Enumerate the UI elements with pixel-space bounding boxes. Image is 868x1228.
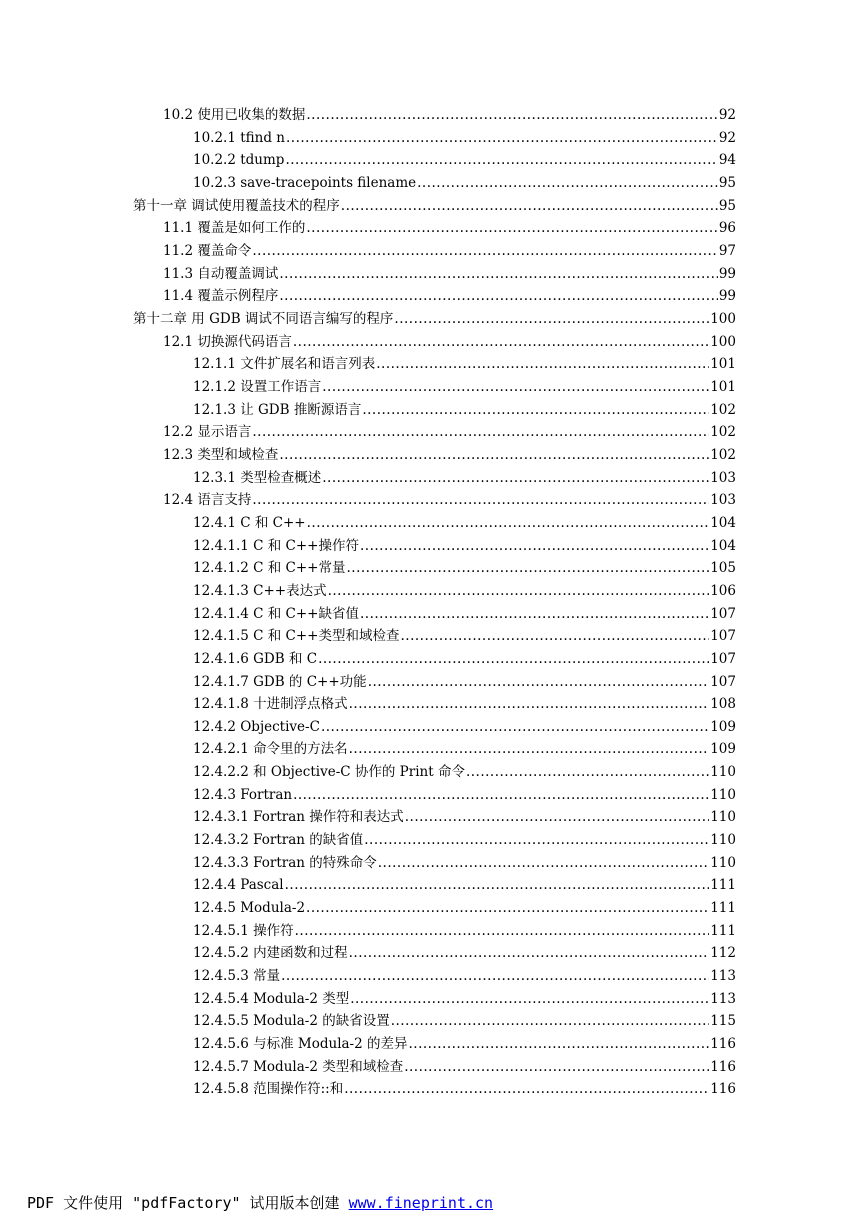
toc-entry-title: 12.4.1.6 GDB 和 C bbox=[193, 650, 318, 667]
toc-entry-title: 10.2 使用已收集的数据 bbox=[163, 107, 306, 123]
toc-entry-title: 11.2 覆盖命令 bbox=[163, 242, 252, 259]
toc-entry-page: 107 bbox=[710, 673, 736, 690]
toc-entry[interactable] bbox=[193, 942, 736, 964]
toc-entry-title: 12.4.5.5 Modula-2 的缺省设置 bbox=[193, 1013, 390, 1030]
toc-entry[interactable] bbox=[163, 285, 736, 307]
toc-entry-page: 103 bbox=[710, 492, 736, 509]
toc-entry-page: 100 bbox=[710, 310, 736, 327]
toc-entry[interactable] bbox=[193, 557, 736, 579]
toc-entry-title: 11.3 自动覆盖调试 bbox=[163, 265, 279, 282]
toc-entry-page: 110 bbox=[710, 764, 736, 781]
toc-entry-title: 12.1 切换源代码语言 bbox=[163, 333, 292, 350]
toc-leader-dots bbox=[368, 671, 710, 693]
toc-leader-dots bbox=[346, 557, 709, 579]
toc-entry-title: 12.4.3.1 Fortran 操作符和表达式 bbox=[193, 809, 404, 826]
toc-entry[interactable] bbox=[193, 603, 736, 625]
toc-entry-title: 12.4.1.3 C++表达式 bbox=[193, 582, 327, 599]
toc-entry-title: 11.4 覆盖示例程序 bbox=[163, 288, 279, 305]
toc-entry[interactable] bbox=[193, 671, 736, 693]
toc-leader-dots bbox=[286, 127, 718, 149]
toc-entry[interactable] bbox=[193, 897, 736, 919]
toc-leader-dots bbox=[322, 467, 709, 489]
toc-leader-dots bbox=[307, 512, 710, 534]
toc-entry-title: 11.1 覆盖是如何工作的 bbox=[163, 220, 306, 237]
toc-entry[interactable] bbox=[193, 467, 736, 489]
footer-link[interactable]: www.fineprint.cn bbox=[348, 1194, 494, 1212]
toc-entry-title: 10.2.1 tfind n bbox=[193, 129, 285, 146]
toc-entry-page: 110 bbox=[710, 854, 736, 871]
toc-entry[interactable] bbox=[193, 693, 736, 715]
toc-leader-dots bbox=[405, 806, 709, 828]
toc-leader-dots bbox=[252, 489, 709, 511]
toc-entry-title: 10.2.3 save-tracepoints filename bbox=[193, 174, 417, 191]
toc-entry[interactable] bbox=[193, 535, 736, 557]
toc-entry[interactable] bbox=[193, 784, 736, 806]
toc-entry-page: 112 bbox=[710, 945, 736, 962]
toc-entry-title: 12.4.5.8 范围操作符::和 bbox=[193, 1081, 344, 1098]
toc-entry[interactable] bbox=[193, 806, 736, 828]
toc-entry-page: 102 bbox=[710, 424, 736, 441]
toc-leader-dots bbox=[252, 421, 709, 443]
toc-entry-title: 12.4.3.2 Fortran 的缺省值 bbox=[193, 832, 364, 849]
toc-entry-page: 111 bbox=[710, 900, 736, 917]
toc-entry[interactable] bbox=[193, 852, 736, 874]
toc-entry-title: 12.4.1.5 C 和 C++类型和域检查 bbox=[193, 628, 400, 645]
toc-leader-dots bbox=[306, 104, 717, 126]
toc-leader-dots bbox=[404, 1056, 709, 1078]
toc-leader-dots bbox=[409, 1033, 710, 1055]
toc-leader-dots bbox=[378, 852, 709, 874]
toc-entry-page: 92 bbox=[718, 129, 736, 146]
toc-entry[interactable] bbox=[193, 376, 736, 398]
toc-entry[interactable] bbox=[193, 127, 736, 149]
toc-entry-page: 113 bbox=[710, 990, 736, 1007]
toc-entry-title: 12.4.2.1 命令里的方法名 bbox=[193, 741, 348, 758]
toc-entry-title: 12.1.2 设置工作语言 bbox=[193, 378, 322, 395]
toc-leader-dots bbox=[293, 331, 709, 353]
footer-text: PDF 文件使用 "pdfFactory" 试用版本创建 bbox=[27, 1194, 349, 1212]
toc-entry-page: 111 bbox=[710, 877, 736, 894]
toc-entry[interactable] bbox=[193, 625, 736, 647]
toc-entry[interactable] bbox=[163, 217, 736, 239]
toc-entry-title: 12.2 显示语言 bbox=[163, 424, 252, 441]
toc-leader-dots bbox=[364, 829, 709, 851]
toc-leader-dots bbox=[349, 942, 710, 964]
toc-leader-dots bbox=[360, 603, 709, 625]
toc-entry-title: 10.2.2 tdump bbox=[193, 152, 285, 169]
toc-entry[interactable] bbox=[193, 829, 736, 851]
toc-entry-page: 109 bbox=[710, 741, 736, 758]
toc-entry[interactable] bbox=[133, 195, 736, 217]
toc-entry-page: 97 bbox=[718, 242, 736, 259]
toc-entry-page: 111 bbox=[710, 922, 736, 939]
toc-leader-dots bbox=[391, 1010, 710, 1032]
toc-entry-title: 12.4.5.1 操作符 bbox=[193, 922, 294, 939]
toc-leader-dots bbox=[281, 965, 709, 987]
toc-entry[interactable] bbox=[133, 308, 736, 330]
toc-entry-page: 113 bbox=[710, 968, 736, 985]
toc-leader-dots bbox=[318, 648, 709, 670]
toc-leader-dots bbox=[350, 988, 709, 1010]
toc-entry-title: 12.1.3 让 GDB 推断源语言 bbox=[193, 401, 362, 418]
toc-entry[interactable] bbox=[193, 738, 736, 760]
toc-leader-dots bbox=[295, 920, 710, 942]
toc-entry[interactable] bbox=[193, 512, 736, 534]
toc-entry[interactable] bbox=[163, 489, 736, 511]
toc-entry[interactable] bbox=[193, 399, 736, 421]
toc-leader-dots bbox=[349, 738, 710, 760]
toc-entry[interactable] bbox=[163, 104, 736, 126]
toc-leader-dots bbox=[394, 308, 709, 330]
toc-entry-title: 12.4.2.2 和 Objective-C 协作的 Print 命令 bbox=[193, 764, 465, 781]
toc-entry-page: 116 bbox=[710, 1058, 736, 1075]
toc-entry[interactable] bbox=[193, 988, 736, 1010]
toc-entry-page: 102 bbox=[710, 446, 736, 463]
toc-entry-page: 101 bbox=[710, 356, 736, 373]
toc-entry-page: 99 bbox=[718, 288, 736, 305]
toc-entry-page: 110 bbox=[710, 832, 736, 849]
toc-entry[interactable] bbox=[193, 648, 736, 670]
toc-leader-dots bbox=[417, 172, 718, 194]
toc-entry-page: 103 bbox=[710, 469, 736, 486]
toc-entry[interactable] bbox=[193, 874, 736, 896]
toc-entry-title: 12.4 语言支持 bbox=[163, 492, 252, 509]
toc-entry-page: 107 bbox=[710, 605, 736, 622]
toc-entry-page: 105 bbox=[710, 560, 736, 577]
toc-entry-page: 92 bbox=[718, 107, 736, 123]
toc-entry[interactable] bbox=[163, 240, 736, 262]
toc-entry-title: 12.4.2 Objective-C bbox=[193, 718, 320, 735]
toc-entry[interactable] bbox=[193, 716, 736, 738]
toc-entry-title: 12.4.5.2 内建函数和过程 bbox=[193, 945, 348, 962]
toc-entry-page: 96 bbox=[718, 220, 736, 237]
toc-entry-title: 12.4.1.4 C 和 C++缺省值 bbox=[193, 605, 359, 622]
toc-entry-title: 12.4.3 Fortran bbox=[193, 786, 293, 803]
toc-entry-title: 12.3 类型和域检查 bbox=[163, 446, 279, 463]
toc-entry-page: 102 bbox=[710, 401, 736, 418]
toc-entry-title: 12.4.1.8 十进制浮点格式 bbox=[193, 696, 348, 713]
toc-leader-dots bbox=[344, 1078, 709, 1100]
toc-entry[interactable] bbox=[193, 1056, 736, 1078]
toc-entry[interactable] bbox=[193, 353, 736, 375]
toc-leader-dots bbox=[466, 761, 709, 783]
toc-entry-page: 95 bbox=[718, 197, 736, 214]
toc-entry-page: 99 bbox=[718, 265, 736, 282]
toc-entry-title: 12.4.5.6 与标准 Modula-2 的差异 bbox=[193, 1036, 408, 1053]
toc-entry[interactable] bbox=[193, 761, 736, 783]
toc-entry-title: 第十二章 用 GDB 调试不同语言编写的程序 bbox=[133, 310, 394, 327]
toc-entry[interactable] bbox=[193, 1010, 736, 1032]
toc-leader-dots bbox=[285, 874, 710, 896]
toc-entry-title: 12.4.1 C 和 C++ bbox=[193, 514, 306, 531]
toc-entry-title: 12.4.1.7 GDB 的 C++功能 bbox=[193, 673, 367, 690]
toc-entry[interactable] bbox=[193, 149, 736, 171]
toc-leader-dots bbox=[341, 195, 718, 217]
toc-leader-dots bbox=[360, 535, 709, 557]
toc-entry-title: 12.4.5.7 Modula-2 类型和域检查 bbox=[193, 1058, 404, 1075]
toc-entry[interactable] bbox=[193, 580, 736, 602]
toc-leader-dots bbox=[279, 444, 709, 466]
toc-entry-page: 116 bbox=[710, 1036, 736, 1053]
toc-entry[interactable] bbox=[193, 920, 736, 942]
toc-entry-page: 106 bbox=[710, 582, 736, 599]
toc-leader-dots bbox=[285, 149, 717, 171]
toc-leader-dots bbox=[328, 580, 710, 602]
toc-entry-page: 95 bbox=[718, 174, 736, 191]
toc-entry-page: 104 bbox=[710, 514, 736, 531]
toc-entry-title: 12.4.4 Pascal bbox=[193, 877, 284, 894]
toc-leader-dots bbox=[376, 353, 709, 375]
toc-entry-page: 107 bbox=[710, 650, 736, 667]
toc-leader-dots bbox=[279, 263, 717, 285]
toc-entry-title: 12.4.3.3 Fortran 的特殊命令 bbox=[193, 854, 377, 871]
toc-entry-title: 12.4.5.3 常量 bbox=[193, 968, 281, 985]
toc-leader-dots bbox=[306, 897, 709, 919]
toc-entry-page: 116 bbox=[710, 1081, 736, 1098]
toc-entry[interactable] bbox=[163, 263, 736, 285]
toc-leader-dots bbox=[321, 716, 709, 738]
toc-entry-page: 101 bbox=[710, 378, 736, 395]
toc-entry[interactable] bbox=[163, 421, 736, 443]
toc-entry-page: 110 bbox=[710, 786, 736, 803]
toc-entry-title: 12.4.5 Modula-2 bbox=[193, 900, 306, 917]
toc-leader-dots bbox=[279, 285, 717, 307]
toc-entry-title: 12.4.1.1 C 和 C++操作符 bbox=[193, 537, 359, 554]
toc-entry-title: 12.4.1.2 C 和 C++常量 bbox=[193, 560, 346, 577]
toc-entry-page: 115 bbox=[710, 1013, 736, 1030]
toc-entry[interactable] bbox=[163, 331, 736, 353]
toc-leader-dots bbox=[349, 693, 710, 715]
toc-entry-page: 104 bbox=[710, 537, 736, 554]
toc-entry[interactable] bbox=[193, 1078, 736, 1100]
toc-leader-dots bbox=[362, 399, 709, 421]
toc-entry-title: 12.4.5.4 Modula-2 类型 bbox=[193, 990, 350, 1007]
toc-leader-dots bbox=[306, 217, 717, 239]
toc-entry-page: 110 bbox=[710, 809, 736, 826]
toc-entry-title: 12.1.1 文件扩展名和语言列表 bbox=[193, 356, 376, 373]
pdf-footer bbox=[27, 1192, 493, 1213]
toc-leader-dots bbox=[252, 240, 717, 262]
toc-entry-page: 108 bbox=[710, 696, 736, 713]
toc-entry[interactable] bbox=[193, 965, 736, 987]
toc-entry-title: 12.3.1 类型检查概述 bbox=[193, 469, 322, 486]
toc-entry[interactable] bbox=[193, 172, 736, 194]
toc-leader-dots bbox=[322, 376, 709, 398]
toc-entry-page: 100 bbox=[710, 333, 736, 350]
toc-entry-page: 94 bbox=[718, 152, 736, 169]
toc-leader-dots bbox=[293, 784, 709, 806]
toc-leader-dots bbox=[400, 625, 709, 647]
toc-entry-page: 107 bbox=[710, 628, 736, 645]
toc-entry[interactable] bbox=[193, 1033, 736, 1055]
toc-entry[interactable] bbox=[163, 444, 736, 466]
toc-entry-page: 109 bbox=[710, 718, 736, 735]
toc-entry-title: 第十一章 调试使用覆盖技术的程序 bbox=[133, 197, 340, 214]
